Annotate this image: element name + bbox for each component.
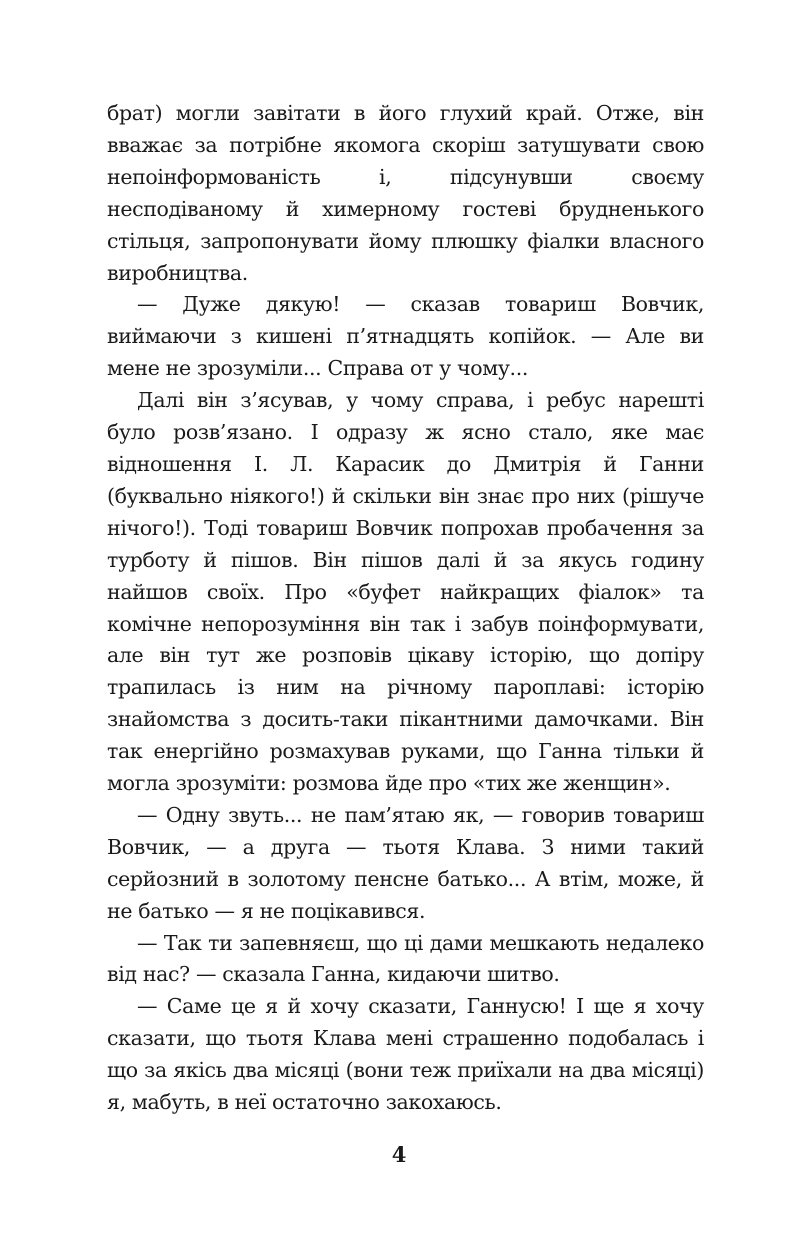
paragraph-dialogue-names: — Одну звуть... не пам’ятаю як, — говорив товариш Вовчик, — а друга — тьотя Клава. З ними такий серйозний в золотому пенсне батько... А втім, може, й не батько — я не поцікавився. [107,802,704,923]
page-number: 4 [391,1142,407,1167]
paragraph-narrative: Далі він з’ясував, у чому справа, і ребус нарешті було розв’язано. І одразу ж ясно стало, яке має відношення І. Л. Карасик до Дмитрія й Ганни (буквально ніякого!) й скільки він знає про них (рішуче нічого!). Тоді товариш Вовчик попрохав пробачення за турботу й пішов. Він пішов далі й за якусь годину найшов своїх. Про «буфет найкращих фіалок» та комічне непорозуміння він так і забув поінформувати, але він тут же розповів цікаву історію, що допіру трапилась із ним на річному пароплаві: історію знайомства з досить-таки пікантними дамочками. Він так енергійно розмахував руками, що Ганна тільки й могла зрозуміти: розмова йде про «тих же женщин». [107,388,704,796]
paragraph-continuation: брат) могли завітати в його глухий край. Отже, він вважає за потрібне якомога скоріш затушувати свою непоінформованість і, підсунувши своєму несподіваному й химерному гостеві брудненького стільця, запропонувати йому плюшку фіалки власного виробництва. [107,101,704,285]
paragraph-dialogue-answer: — Саме це я й хочу сказати, Ганнусю! І ще я хочу сказати, що тьотя Клава мені страшенно подобалась і що за якісь два місяці (вони теж приїхали на два місяці) я, мабуть, в неї остаточно закохаюсь. [107,994,704,1115]
paragraph-dialogue-thanks: — Дуже дякую! — сказав товариш Вовчик, виймаючи з кишені п’ятнадцять копійок. — Але ви мене не зрозуміли... Справа от у чому... [107,292,704,381]
body-text [107,98,704,1119]
paragraph-dialogue-question: — Так ти запевняєш, що ці дами мешкають недалеко від нас? — сказала Ганна, кидаючи шитво. [107,930,704,987]
